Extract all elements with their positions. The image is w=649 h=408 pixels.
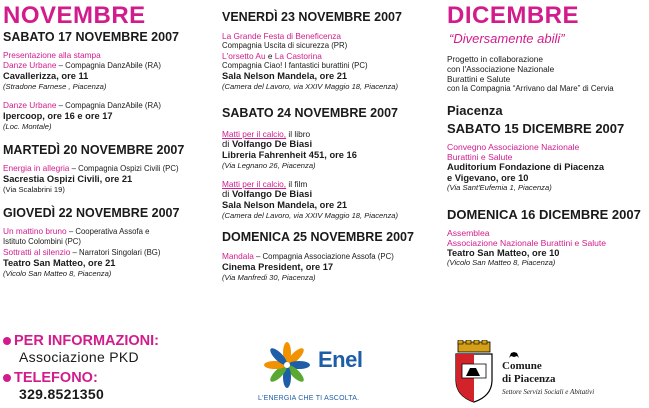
event-show: Energia in allegria: [3, 163, 70, 173]
event-author-line: [222, 139, 437, 150]
event-line: [3, 163, 215, 174]
event-company: – Compagnia Associazione Assofa (PC): [253, 252, 394, 261]
event-line: [222, 51, 437, 61]
lion-icon: [508, 350, 520, 360]
event-title: Assemblea: [447, 227, 490, 238]
comune-line2: di Piacenza: [502, 373, 556, 385]
info-label: TELEFONO:: [14, 370, 98, 386]
date-heading: DOMENICA 16 DICEMBRE 2007: [447, 206, 641, 222]
event-show: Danze Urbane: [3, 60, 57, 70]
enel-tagline: L'ENERGIA CHE TI ASCOLTA.: [258, 395, 360, 402]
event-show: Danze Urbane: [3, 100, 57, 110]
event-show: Sottratti al silenzio: [3, 247, 71, 257]
event-venue: Auditorium Fondazione di Piacenza: [447, 162, 605, 172]
column-novembre-2: [222, 0, 437, 291]
event-show: Un mattino bruno: [3, 226, 67, 236]
info-label: PER INFORMAZIONI:: [14, 333, 159, 349]
event-title: Convegno Associazione Nazionale: [447, 142, 580, 152]
event-address: (Via Sant'Eufemia 1, Piacenza): [447, 183, 552, 192]
date-heading: SABATO 17 NOVEMBRE 2007: [3, 30, 179, 44]
event-line: [222, 129, 437, 139]
phone-number: 329.8521350: [19, 386, 105, 402]
event-venue: Ipercoop, ore 16 e ore 17: [3, 111, 113, 121]
event-block: [222, 31, 437, 91]
info-row: [3, 370, 213, 386]
event-author: Volfango De Biasi: [232, 139, 313, 150]
intro-line: con l'Associazione Nazionale: [447, 64, 555, 74]
coat-of-arms-icon: [452, 340, 496, 404]
event-kind: il libro: [286, 129, 311, 139]
event-venue: Teatro San Matteo, ore 21: [3, 258, 116, 268]
event-title: Burattini e Salute: [447, 152, 513, 162]
event-block: [3, 226, 215, 278]
event-show: Matti per il calcio,: [222, 179, 287, 189]
enel-logo: [255, 337, 395, 405]
event-address: (Camera del Lavoro, via XXIV Maggio 18, Piacenza): [222, 210, 399, 220]
event-show: Mandala: [222, 251, 254, 261]
event-venue: Teatro San Matteo, ore 10: [447, 247, 560, 258]
event-address: (Camera del Lavoro, via XXIV Maggio 18, Piacenza): [222, 81, 399, 91]
date-heading: MARTEDÌ 20 NOVEMBRE 2007: [3, 143, 185, 157]
comune-department: Settore Servizi Sociali e Abitativi: [502, 388, 595, 396]
event-title: Associazione Nazionale Burattini e Salute: [447, 237, 607, 248]
event-show: La Grande Festa di Beneficenza: [222, 31, 341, 41]
event-address: (Via Manfredi 30, Piacenza): [222, 272, 316, 282]
event-venue: Sacrestia Ospizi Civili, ore 21: [3, 174, 133, 184]
event-company: – Cooperativa Assofa e: [66, 227, 150, 236]
contact-info: [3, 333, 213, 407]
event-address: (Stradone Farnese , Piacenza): [3, 81, 107, 91]
event-show: Matti per il calcio,: [222, 129, 287, 139]
date-heading: SABATO 15 DICEMBRE 2007: [447, 121, 625, 136]
event-line: [3, 247, 215, 258]
city-heading: Piacenza: [447, 103, 503, 118]
bullet-dot-icon: [3, 337, 11, 345]
event-company: Compagnia Uscita di sicurezza (PR): [222, 41, 348, 50]
date-heading: VENERDÌ 23 NOVEMBRE 2007: [222, 10, 402, 24]
date-heading: DOMENICA 25 NOVEMBRE 2007: [222, 230, 414, 244]
event-venue: Cinema President, ore 17: [222, 262, 334, 272]
event-line: [3, 226, 215, 237]
event-author: Volfango De Biasi: [232, 189, 313, 200]
event-block: [3, 100, 215, 131]
event-block: [222, 179, 437, 220]
date-heading: GIOVEDÌ 22 NOVEMBRE 2007: [3, 206, 180, 220]
month-heading-novembre: NOVEMBRE: [3, 2, 146, 29]
event-line: [222, 179, 437, 189]
intro-line: Progetto in collaborazione: [447, 54, 543, 64]
event-address: (Vicolo San Matteo 8, Piacenza): [3, 268, 112, 278]
event-company: – Compagnia Ospizi Civili (PC): [69, 164, 179, 173]
event-show: La Castorina: [274, 51, 322, 61]
event-company: – Compagnia DanzAbile (RA): [56, 61, 161, 70]
event-block: [222, 129, 437, 170]
event-company: Istituto Colombini (PC): [3, 237, 81, 246]
date-heading: SABATO 24 NOVEMBRE 2007: [222, 106, 398, 120]
comune-logo: [450, 338, 645, 406]
event-di: di: [222, 189, 233, 200]
project-intro: [447, 54, 649, 94]
event-line: [222, 251, 437, 262]
event-venue: Sala Nelson Mandela, ore 21: [222, 71, 348, 81]
event-author-line: [222, 189, 437, 200]
month-subtitle: “Diversamente abili”: [449, 31, 565, 46]
event-title: Presentazione alla stampa: [3, 50, 101, 60]
event-venue: Sala Nelson Mandela, ore 21: [222, 200, 348, 210]
event-line: [3, 100, 215, 111]
enel-flower-icon: [257, 339, 317, 389]
event-conjunction: e: [265, 51, 275, 61]
event-address: (Via Legnano 26, Piacenza): [222, 160, 316, 170]
column-dicembre: [447, 0, 649, 277]
month-heading-dicembre: DICEMBRE: [447, 2, 580, 29]
intro-line: con la Compagnia “Arrivano dal Mare” di Cervia: [447, 84, 614, 93]
event-block: [222, 251, 437, 282]
info-row: [3, 333, 213, 349]
event-line: [3, 60, 215, 71]
event-show: L'orsetto Au: [222, 51, 266, 61]
event-block: [3, 163, 215, 194]
event-block: [447, 142, 649, 193]
event-company: – Narratori Singolari (BG): [70, 248, 161, 257]
column-novembre-1: [3, 0, 215, 287]
event-di: di: [222, 139, 233, 150]
event-company: – Compagnia DanzAbile (RA): [56, 101, 161, 110]
info-value: Associazione PKD: [19, 349, 139, 365]
event-block: [447, 228, 649, 268]
event-address: (Vicolo San Matteo 8, Piacenza): [447, 258, 556, 267]
comune-name: [502, 360, 555, 386]
event-address: (Loc. Montale): [3, 121, 52, 131]
event-kind: il film: [286, 179, 308, 189]
intro-line: Burattini e Salute: [447, 74, 511, 84]
comune-line1: Comune: [502, 360, 542, 372]
event-company: Compagnia Ciao! I fantastici burattini (PC): [222, 61, 368, 70]
event-block: [3, 50, 215, 91]
enel-wordmark: Enel: [318, 347, 363, 372]
event-venue: Libreria Fahrenheit 451, ore 16: [222, 150, 357, 160]
bullet-dot-icon: [3, 374, 11, 382]
event-venue: Cavallerizza, ore 11: [3, 71, 89, 81]
event-address: (Via Scalabrini 19): [3, 184, 65, 194]
event-venue: e Vigevano, ore 10: [447, 172, 529, 183]
